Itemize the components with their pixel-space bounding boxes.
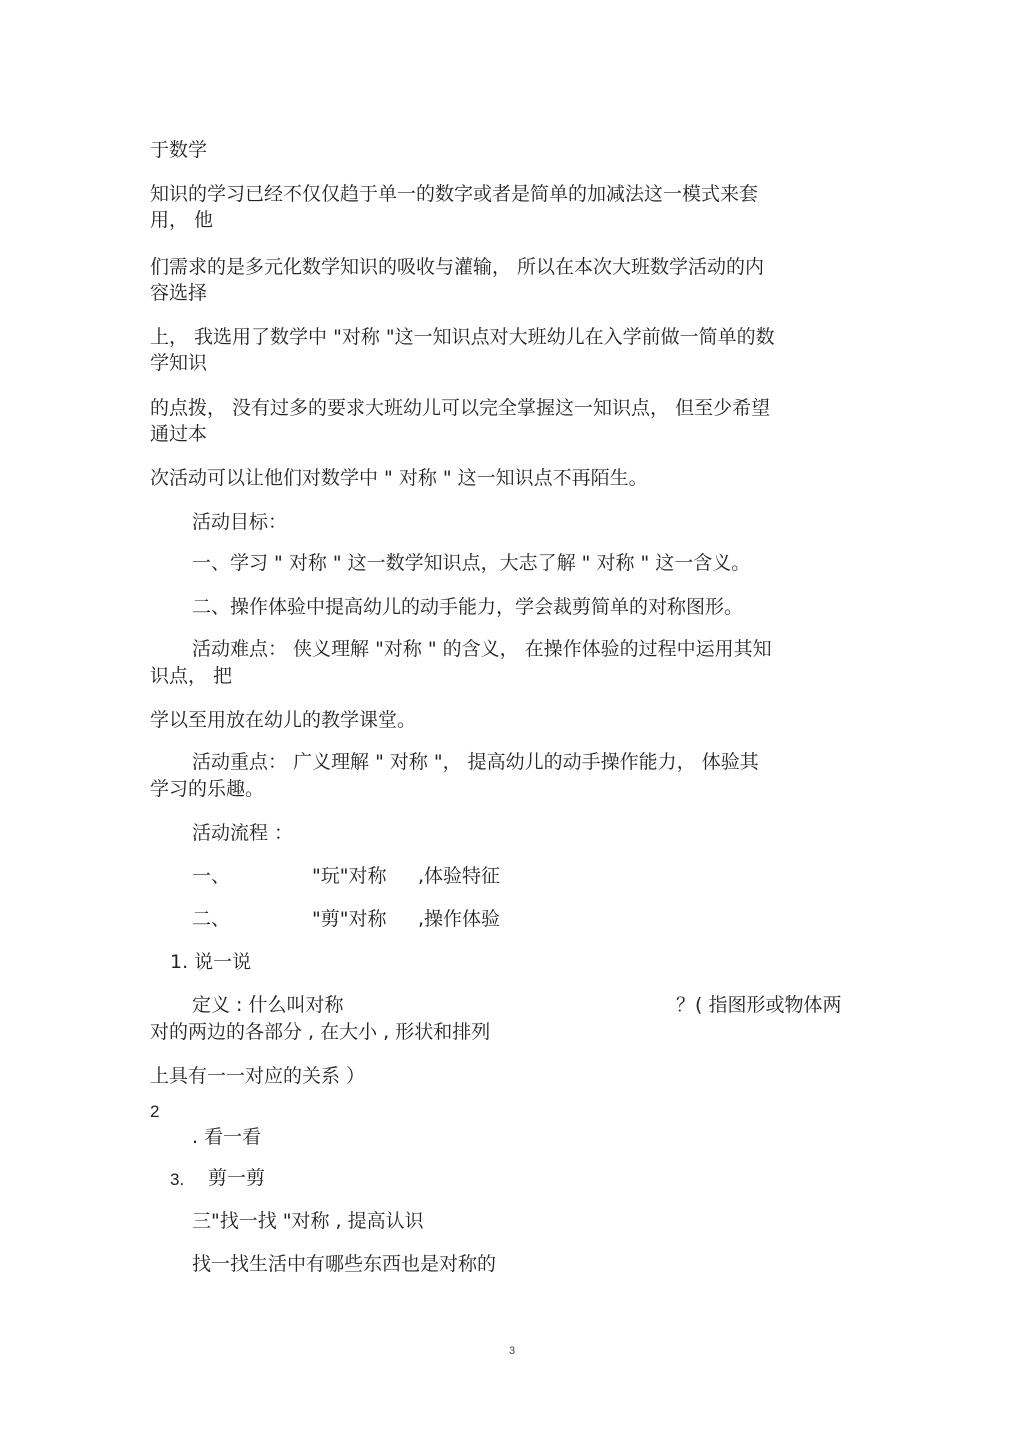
text-line: 定义 : 什么叫对称 <box>192 994 344 1016</box>
text-line: ,操作体验 <box>418 908 501 930</box>
list-marker: 一、 <box>192 865 231 887</box>
text-line: 容选择 <box>150 282 208 304</box>
text-line: 上， 我选用了数学中 "对称 "这一知识点对大班幼儿在入学前做一简单的数 <box>150 326 775 348</box>
text-line: 找一找生活中有哪些东西也是对称的 <box>192 1253 497 1275</box>
text-line: 活动重点： 广义理解 " 对称 "， 提高幼儿的动手操作能力， 体验其 <box>192 751 759 773</box>
section-heading: 活动目标： <box>192 511 288 533</box>
text-line: "玩"对称 <box>312 865 387 887</box>
text-line: 次活动可以让他们对数学中 " 对称 " 这一知识点不再陌生。 <box>150 467 648 489</box>
text-line: 学习的乐趣。 <box>150 778 265 800</box>
text-line: 的点拨， 没有过多的要求大班幼儿可以完全掌握这一知识点， 但至少希望 <box>150 397 771 419</box>
page-number: 3 <box>508 1345 516 1357</box>
text-line: 们需求的是多元化数学知识的吸收与灌输， 所以在本次大班数学活动的内 <box>150 256 765 278</box>
text-line: 学知识 <box>150 352 208 374</box>
list-item: 1. 说一说 <box>170 951 252 973</box>
text-line: ？( 指图形或物体两 <box>676 994 842 1016</box>
text-line: 一、学习 " 对称 " 这一数学知识点，大志了解 " 对称 " 这一含义。 <box>192 552 751 574</box>
text-line: 活动难点： 侠义理解 "对称 " 的含义， 在操作体验的过程中运用其知 <box>192 638 772 660</box>
text-line: 知识的学习已经不仅仅趋于单一的数字或者是简单的加减法这一模式来套 <box>150 183 759 205</box>
text-line: 学以至用放在幼儿的教学课堂。 <box>150 709 417 731</box>
text-line: 三"找一找 "对称 , 提高认识 <box>192 1210 424 1232</box>
list-item: . 看一看 <box>192 1126 262 1148</box>
text-line: ,体验特征 <box>418 865 501 887</box>
text-line: 用， 他 <box>150 209 214 231</box>
text-line: 通过本 <box>150 423 208 445</box>
text-line: 于数学 <box>150 139 208 161</box>
text-line: 二、操作体验中提高幼儿的动手能力，学会裁剪简单的对称图形。 <box>192 596 744 618</box>
section-heading: 活动流程 ： <box>192 822 294 844</box>
text-line: 识点， 把 <box>150 665 233 687</box>
text-line: 对的两边的各部分 , 在大小 , 形状和排列 <box>150 1021 491 1043</box>
list-number: 2 <box>150 1102 160 1121</box>
list-number: 3. <box>170 1170 185 1189</box>
text-line: "剪"对称 <box>312 908 387 930</box>
list-item: 剪一剪 <box>208 1167 266 1189</box>
text-line: 上具有一一对应的关系 ） <box>150 1065 366 1087</box>
list-marker: 二、 <box>192 908 231 930</box>
